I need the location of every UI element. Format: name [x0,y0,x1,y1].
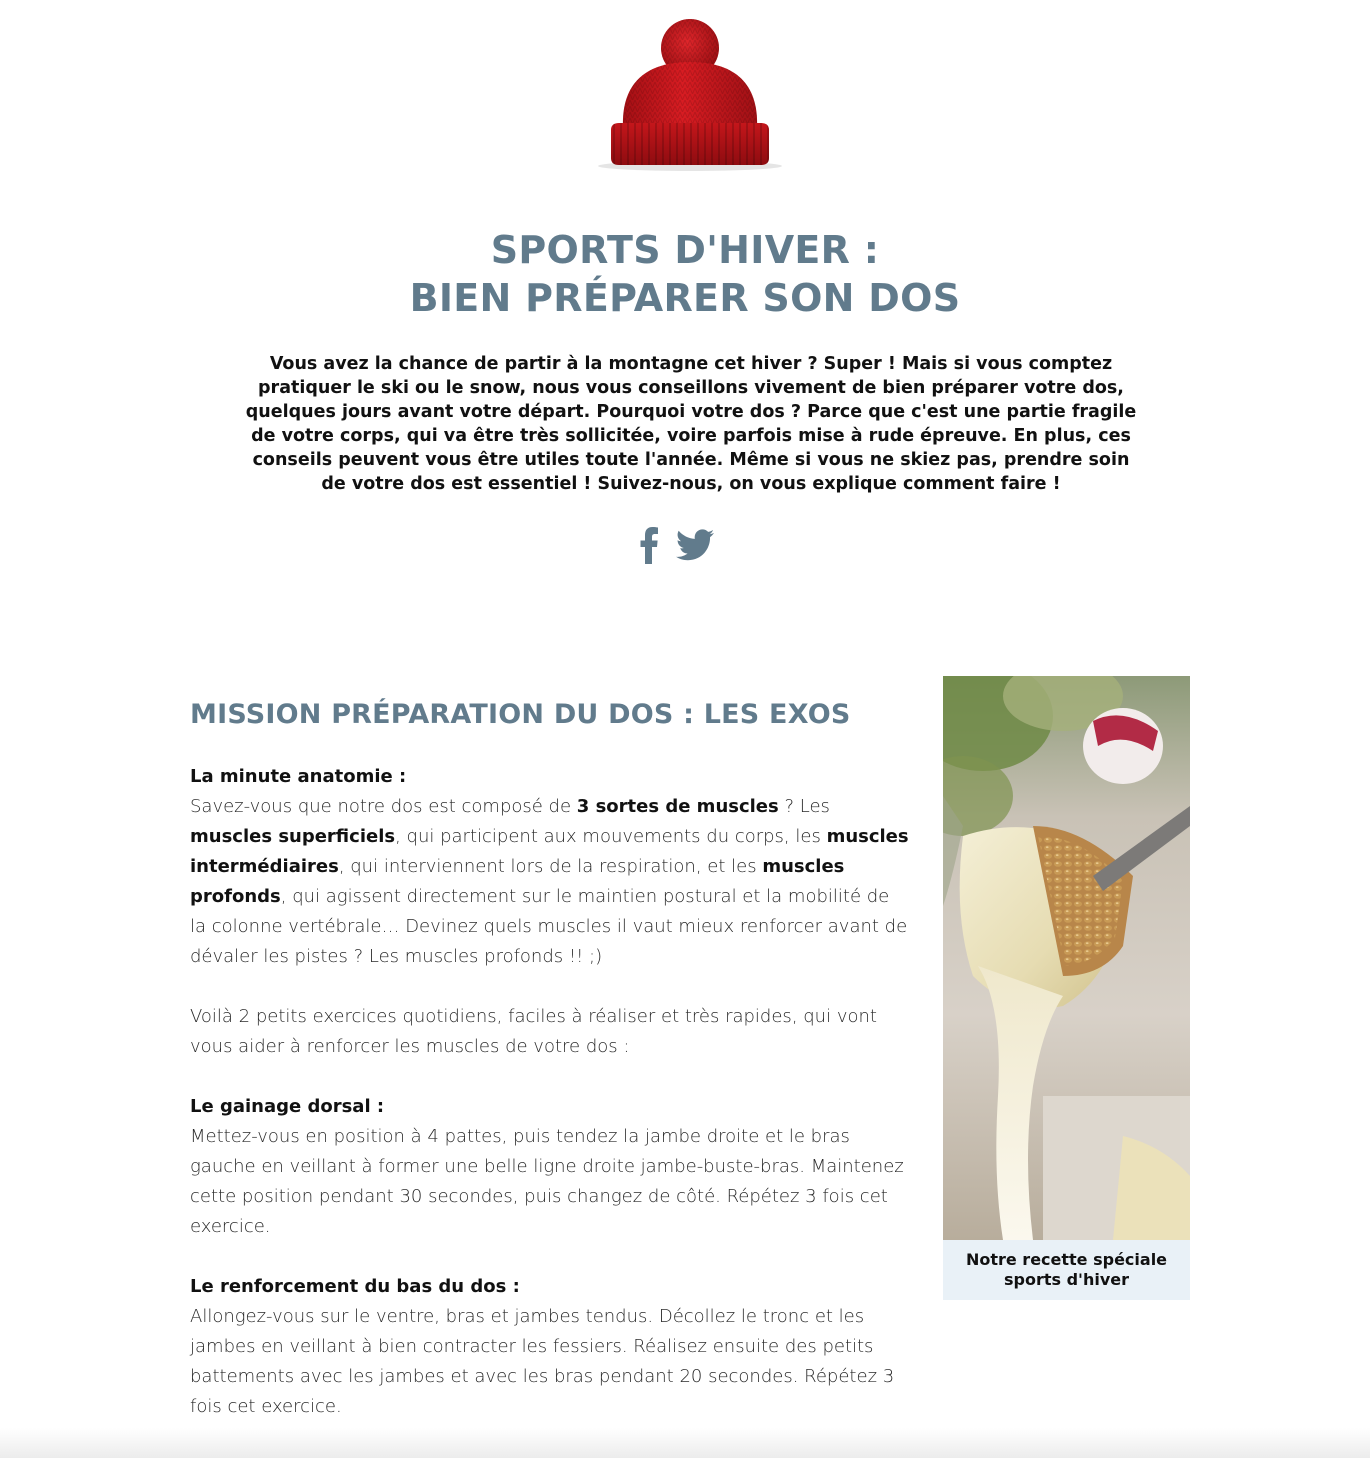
recipe-card-link[interactable] [943,676,1190,1300]
renforcement-text: Allongez-vous sur le ventre, bras et jambes tendus. Décollez le tronc et les jambes en veillant à bien contracter les fessiers. Réalisez ensuite des petits battements avec les jambes et avec les bras pendant 20 secondes. Répétez 3 fois cet exercice. [190,1306,895,1417]
anatomy-text-3: , qui participent aux mouvements du corps, les [395,826,827,847]
anatomy-heading: La minute anatomie : [190,766,407,787]
anatomy-paragraph [190,762,910,972]
bottom-fade [0,1428,1370,1458]
page-title-line-2: BIEN PRÉPARER SON DOS [409,276,961,320]
anatomy-bold-4: muscles profonds [190,856,845,907]
exercises-intro: Voilà 2 petits exercices quotidiens, faciles à réaliser et très rapides, qui vont vous aider à renforcer les muscles de votre dos : [190,1006,877,1057]
renforcement-paragraph [190,1272,910,1422]
anatomy-bold-1: 3 sortes de muscles [576,796,779,817]
recipe-caption: Notre recette spéciale sports d'hiver [965,1250,1168,1289]
anatomy-bold-2: muscles superficiels [190,826,396,847]
anatomy-text-1: Savez-vous que notre dos est composé de [190,796,577,817]
section-title: MISSION PRÉPARATION DU DOS : LES EXOS [190,699,851,730]
gainage-paragraph [190,1092,910,1242]
facebook-icon [640,526,658,564]
renforcement-heading: Le renforcement du bas du dos : [190,1276,520,1297]
gainage-heading: Le gainage dorsal : [190,1096,385,1117]
anatomy-bold-3: muscles intermédiaires [190,826,909,877]
article-body [190,762,910,1452]
social-share-bar [640,522,740,568]
facebook-share-link[interactable] [640,526,658,564]
anatomy-text-2: ? Les [778,796,830,817]
red-knit-hat-icon [585,10,795,175]
page-title-line-1: SPORTS D'HIVER : [490,228,880,272]
anatomy-text-4: , qui interviennent lors de la respiration, et les [338,856,763,877]
melted-cheese-photo [943,676,1190,1240]
twitter-share-link[interactable] [676,529,714,561]
twitter-icon [676,529,714,561]
gainage-text: Mettez-vous en position à 4 pattes, puis tendez la jambe droite et le bras gauche en veillant à former une belle ligne droite jambe-buste-bras. Maintenez cette position pendant 30 secondes, puis changez de côté. Répétez 3 fois cet exercice. [190,1126,904,1237]
hat-image [585,10,795,175]
anatomy-text-5: , qui agissent directement sur le maintien postural et la mobilité de la colonne vertébrale… Devinez quels muscles il vaut mieux renforcer avant de dévaler les pistes ? Les muscles profonds !! ;) [190,886,908,967]
page-title [0,226,1370,322]
intro-paragraph: Vous avez la chance de partir à la montagne cet hiver ? Super ! Mais si vous comptez pratiquer le ski ou le snow, nous vous conseillons vivement de bien préparer votre dos, quelques jours avant votre départ. Pourquoi votre dos ? Parce que c'est une partie fragile de votre corps, qui va être très sollicitée, voire parfois mise à rude épreuve. En plus, ces conseils peuvent vous être utiles toute l'année. Même si vous ne skiez pas, prendre soin de votre dos est essentiel ! Suivez-nous, on vous explique comment faire ! [245,354,1137,494]
recipe-photo [943,676,1190,1240]
